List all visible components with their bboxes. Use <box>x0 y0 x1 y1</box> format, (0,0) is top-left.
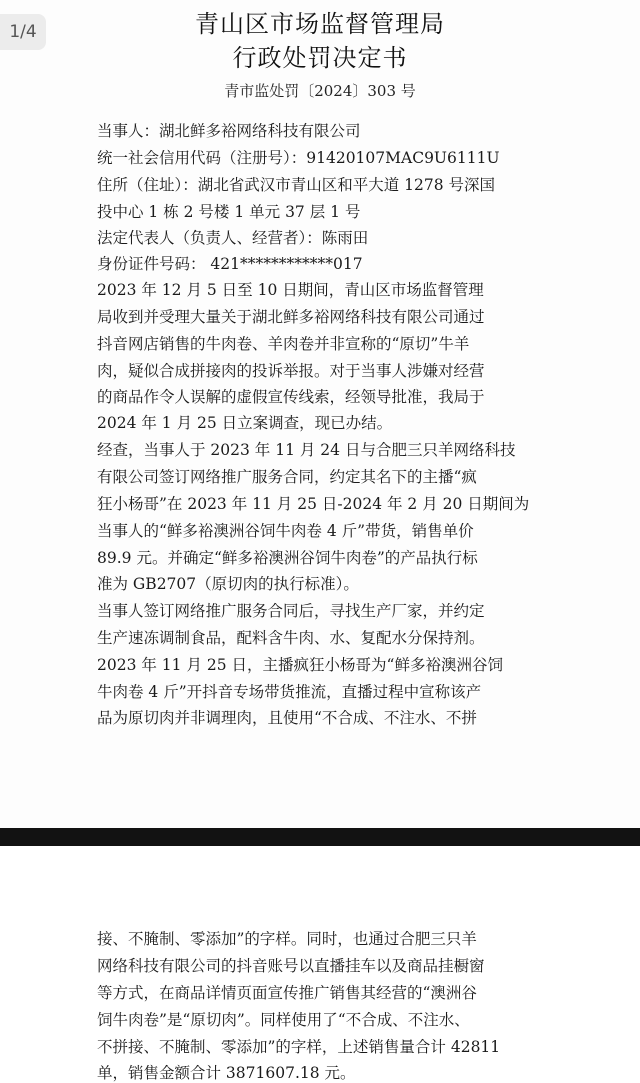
paragraph-line: 生产速冻调制食品，配料含牛肉、水、复配水分保持剂。 <box>97 629 485 647</box>
page-divider <box>0 828 640 846</box>
address-line2: 投中心 1 栋 2 号楼 1 单元 37 层 1 号 <box>97 203 361 221</box>
document-title-line1: 青山区市场监督管理局 <box>195 10 445 38</box>
paragraph-line: 等方式，在商品详情页面宣传推广销售其经营的“澳洲谷 <box>97 984 477 1002</box>
paragraph-line: 的商品作令人误解的虚假宣传线索，经领导批准，我局于 <box>97 388 485 406</box>
paragraph-line: 不拼接、不腌制、零添加”的字样，上述销售量合计 42811 <box>97 1038 501 1056</box>
paragraph-line: 2024 年 1 月 25 日立案调查，现已办结。 <box>97 414 393 432</box>
paragraph-line: 2023 年 12 月 5 日至 10 日期间，青山区市场监督管理 <box>97 281 484 299</box>
party-name: 当事人：湖北鲜多裕网络科技有限公司 <box>97 122 361 140</box>
paragraph-line: 2023 年 11 月 25 日，主播疯狂小杨哥为“鲜多裕澳洲谷饲 <box>97 656 503 674</box>
paragraph-line: 网络科技有限公司的抖音账号以直播挂车以及商品挂橱窗 <box>97 957 485 975</box>
paragraph-line: 有限公司签订网络推广服务合同，约定其名下的主播“疯 <box>97 468 477 486</box>
paragraph-line: 品为原切肉并非调理肉，且使用“不合成、不注水、不拼 <box>97 709 477 727</box>
paragraph-line: 狂小杨哥”在 2023 年 11 月 25 日-2024 年 2 月 20 日期间为 <box>97 495 530 513</box>
paragraph-line: 饲牛肉卷”是“原切肉”。同样使用了“不合成、不注水、 <box>97 1011 470 1029</box>
page-indicator-badge[interactable]: 1/4 <box>0 14 46 50</box>
id-number: 身份证件号码： 421************017 <box>97 255 363 273</box>
document-number: 青市监处罚〔2024〕303 号 <box>224 82 416 100</box>
paragraph-line: 经查，当事人于 2023 年 11 月 24 日与合肥三只羊网络科技 <box>97 441 516 459</box>
paragraph-line: 89.9 元。并确定“鲜多裕澳洲谷饲牛肉卷”的产品执行标 <box>97 549 478 567</box>
document-title-line2: 行政处罚决定书 <box>232 44 408 72</box>
paragraph-line: 肉，疑似合成拼接肉的投诉举报。对于当事人涉嫌对经营 <box>97 362 485 380</box>
paragraph-line: 单，销售金额合计 3871607.18 元。 <box>97 1064 356 1082</box>
paragraph-line: 当事人的“鲜多裕澳洲谷饲牛肉卷 4 斤”带货，销售单价 <box>97 522 474 540</box>
paragraph-line: 准为 GB2707（原切肉的执行标准）。 <box>97 575 359 593</box>
paragraph-line: 当事人签订网络推广服务合同后，寻找生产厂家，并约定 <box>97 602 485 620</box>
legal-representative: 法定代表人（负责人、经营者）：陈雨田 <box>97 229 369 247</box>
document-page-2 <box>0 846 640 1083</box>
address-line1: 住所（住址）：湖北省武汉市青山区和平大道 1278 号深国 <box>97 176 496 194</box>
paragraph-line: 牛肉卷 4 斤”开抖音专场带货推流，直播过程中宣称该产 <box>97 683 482 701</box>
paragraph-line: 抖音网店销售的牛肉卷、羊肉卷并非宣称的“原切”牛羊 <box>97 335 470 353</box>
credit-code: 统一社会信用代码（注册号）：91420107MAC9U6111U <box>97 149 500 167</box>
paragraph-line: 接、不腌制、零添加”的字样。同时，也通过合肥三只羊 <box>97 930 477 948</box>
paragraph-line: 局收到并受理大量关于湖北鲜多裕网络科技有限公司通过 <box>97 308 485 326</box>
